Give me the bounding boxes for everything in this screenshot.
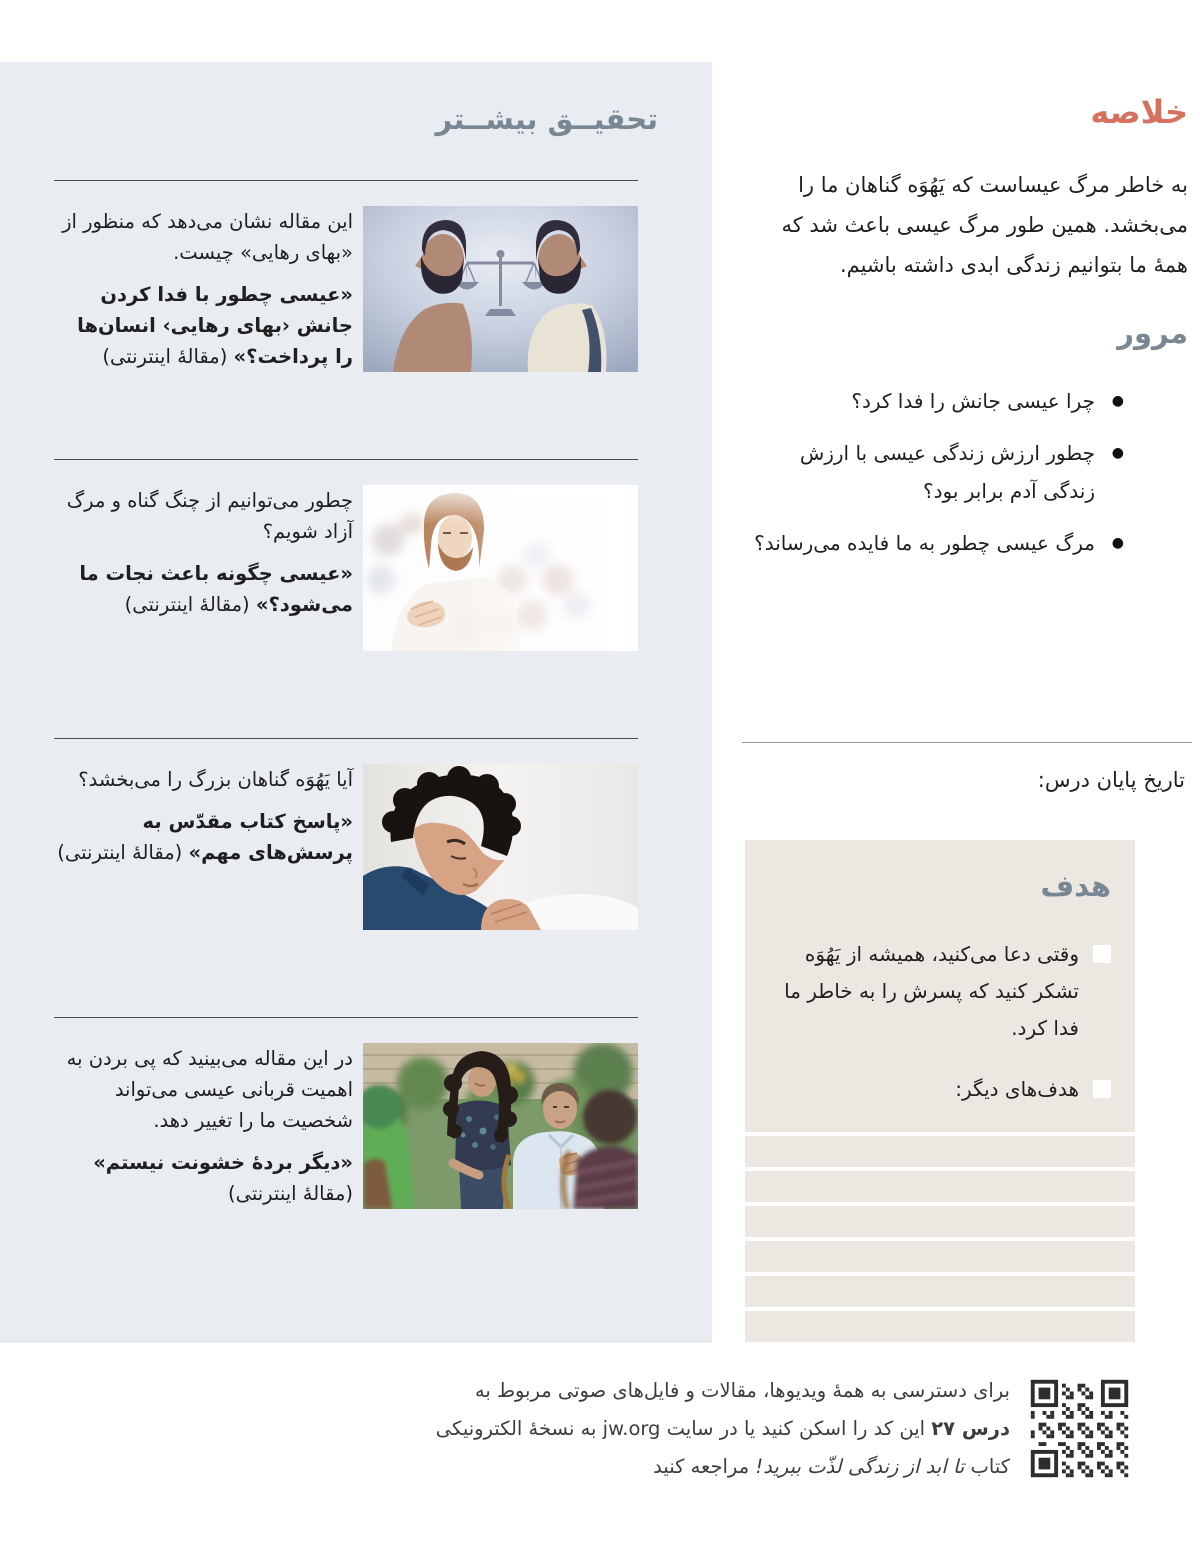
goal-task-text: وقتی دعا می‌کنید، همیشه از یَهُوَه تشکر کنید که پسرش را به خاطر ما فدا کرد. [784, 942, 1079, 1040]
review-question: ● مرگ عیسی چطور به ما فایده می‌رساند؟ [745, 524, 1124, 562]
research-item-description: این مقاله نشان می‌دهد که منظور از «بهای رهایی» چیست. [62, 210, 353, 264]
article-title: «عیسی چطور با فدا کردن جانش ‹بهای رهایی› انسان‌ها را پرداخت؟» [77, 283, 353, 368]
article-title: «پاسخ کتاب مقدّس به پرسش‌های مهم» [142, 810, 353, 864]
goal-checkbox[interactable] [1093, 945, 1111, 963]
summary-heading: خلاصه [1090, 93, 1188, 131]
website-name: jw.org [602, 1417, 661, 1440]
research-item-forgiveness [54, 738, 638, 1017]
research-item-violence [54, 1017, 638, 1209]
goal-blank-line[interactable] [745, 1167, 1135, 1171]
article-source: (مقالهٔ اینترنتی) [57, 841, 183, 864]
goal-blank-line[interactable] [745, 1307, 1135, 1311]
research-item-salvation [54, 459, 638, 738]
article-title: «دیگر بردهٔ خشونت نیستم» [93, 1151, 353, 1174]
other-goals-label: هدف‌های دیگر: [955, 1077, 1079, 1101]
review-section [745, 308, 1188, 576]
garden-conversation-photo [363, 1043, 638, 1209]
article-title: «عیسی چگونه باعث نجات ما می‌شود؟» [79, 562, 353, 616]
review-heading: مرور [1117, 316, 1188, 350]
other-goals-row [769, 1071, 1111, 1108]
goal-box [745, 840, 1135, 1343]
bullet-icon: ● [1111, 535, 1124, 551]
summary-body: به خاطر مرگ عیساست که یَهُوَه گناهان ما را می‌بخشد. همین طور مرگ عیسی باعث شد که همهٔ ما بتوانیم زندگی ابدی داشته باشیم. [781, 173, 1188, 277]
ransom-scales-illustration [363, 206, 638, 372]
review-question: ● چطور ارزش زندگی عیسی با ارزش زندگی آدم برابر بود؟ [745, 434, 1124, 510]
article-source: (مقالهٔ اینترنتی) [102, 345, 228, 368]
research-item-description: آیا یَهُوَه گناهان بزرگ را می‌بخشد؟ [78, 768, 353, 791]
goal-blank-line[interactable] [745, 1342, 1135, 1343]
bullet-icon: ● [1111, 393, 1124, 409]
bullet-icon: ● [1111, 445, 1124, 461]
lesson-number: درس ۲۷ [931, 1417, 1010, 1440]
further-research-heading: تحقیــق بیشــتر [435, 102, 658, 136]
article-source: (مقالهٔ اینترنتی) [124, 593, 250, 616]
section-divider [742, 742, 1192, 743]
jesus-crowd-illustration [363, 485, 638, 651]
praying-man-photo [363, 764, 638, 930]
goal-blank-line[interactable] [745, 1132, 1135, 1136]
goal-checkbox[interactable] [1093, 1080, 1111, 1098]
qr-code [1023, 1372, 1136, 1485]
goal-heading: هدف [1040, 869, 1111, 903]
review-question: ● چرا عیسی جانش را فدا کرد؟ [745, 382, 1124, 420]
research-item-description: در این مقاله می‌بینید که پی بردن به اهمیت قربانی عیسی می‌تواند شخصیت ما را تغییر دهد. [66, 1047, 353, 1132]
research-item-ransom [54, 180, 638, 459]
review-question-list [745, 382, 1188, 562]
goal-task-row [769, 936, 1111, 1047]
summary-section [745, 86, 1188, 285]
book-title: تا ابد از زندگی لذّت ببرید! [755, 1455, 965, 1478]
goal-blank-line[interactable] [745, 1202, 1135, 1206]
completion-date-label: تاریخ پایان درس: [1037, 768, 1185, 792]
article-source: (مقالهٔ اینترنتی) [228, 1182, 353, 1205]
footer-access-note: برای دسترسی به همهٔ ویدیوها، مقالات و فایل‌های صوتی مربوط به درس ۲۷ این کد را اسکن کنید یا در سایت jw.org به نسخهٔ الکترونیکی کتاب تا ابد از زندگی لذّت ببرید! مراجعه کنید [435, 1379, 1010, 1478]
further-research-panel [0, 62, 712, 1343]
goal-blank-line[interactable] [745, 1237, 1135, 1241]
research-item-description: چطور می‌توانیم از چنگ گناه و مرگ آزاد شویم؟ [66, 489, 353, 543]
goal-blank-line[interactable] [745, 1272, 1135, 1276]
